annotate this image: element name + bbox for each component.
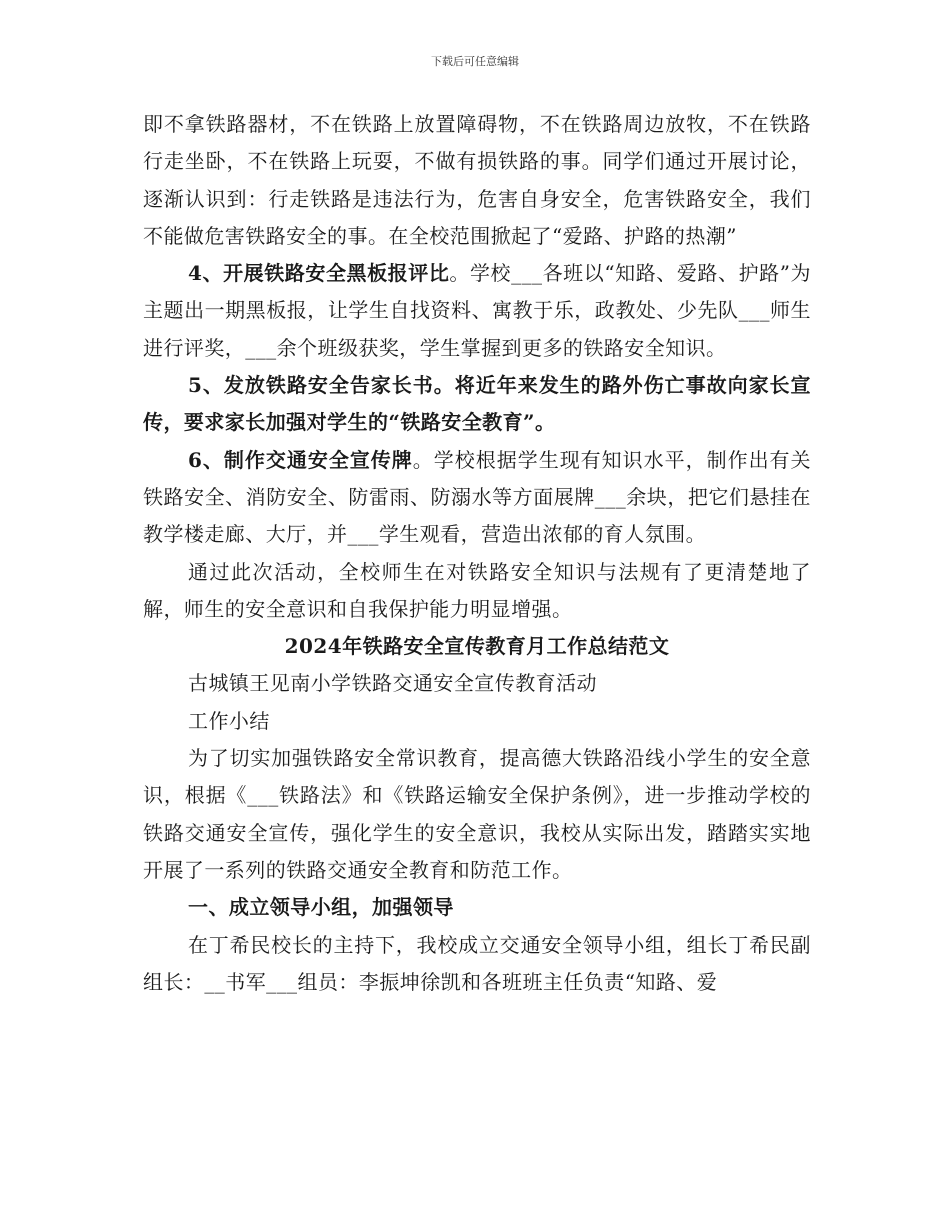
paragraph-7: 工作小结 (188, 708, 270, 733)
paragraph-2 (143, 255, 811, 367)
paragraph-8: 为了切实加强铁路安全常识教育，提高德大铁路沿线小学生的安全意识，根据《___铁路法》和《铁路运输安全保护条例》，进一步推动学校的铁路交通安全宣传，强化学生的安全意识，我校从实际出发，踏踏实实地开展了一系列的铁路交通安全教育和防范工作。 (143, 746, 811, 882)
section-heading-1: 一、成立领导小组，加强领导 (188, 895, 454, 920)
document-title: 2024年铁路安全宣传教育月工作总结范文 (284, 634, 670, 659)
paragraph-10: 在丁希民校长的主持下，我校成立交通安全领导小组，组长丁希民副组长：__书军___组员：李振坤徐凯和各班班主任负责“知路、爱 (143, 932, 811, 994)
paragraph-3: 5、发放铁路安全告家长书。将近年来发生的路外伤亡事故向家长宣传，要求家长加强对学生的“铁路安全教育”。 (143, 373, 811, 435)
paragraph-2-text: 。学校___各班以“知路、爱路、护路”为主题出一期黑板报，让学生自找资料、寓教于乐，政教处、少先队___师生进行评奖，___余个班级获奖，学生掌握到更多的铁路安全知识。 (143, 261, 811, 360)
heading-blackboard-contest: 4、开展铁路安全黑板报评比 (188, 261, 450, 286)
heading-safety-signs: 6、制作交通安全宣传牌 (188, 447, 413, 472)
paragraph-1: 即不拿铁路器材，不在铁路上放置障碍物，不在铁路周边放牧，不在铁路行走坐卧，不在铁路上玩耍，不做有损铁路的事。同学们通过开展讨论，逐渐认识到：行走铁路是违法行为，危害自身安全，危害铁路安全，我们不能做危害铁路安全的事。在全校范围掀起了“爱路、护路的热潮” (143, 112, 811, 248)
paragraph-6: 古城镇王见南小学铁路交通安全宣传教育活动 (188, 671, 597, 696)
paragraph-4 (143, 442, 811, 554)
document-body (143, 106, 811, 1001)
paragraph-5: 通过此次活动，全校师生在对铁路安全知识与法规有了更清楚地了解，师生的安全意识和自我保护能力明显增强。 (143, 559, 811, 621)
paragraph-4-text: 。学校根据学生现有知识水平，制作出有关铁路安全、消防安全、防雷雨、防溺水等方面展牌___余块，把它们悬挂在教学楼走廊、大厅，并___学生观看，营造出浓郁的育人氛围。 (143, 447, 811, 547)
page-header: 下载后可任意编辑 (431, 55, 519, 68)
